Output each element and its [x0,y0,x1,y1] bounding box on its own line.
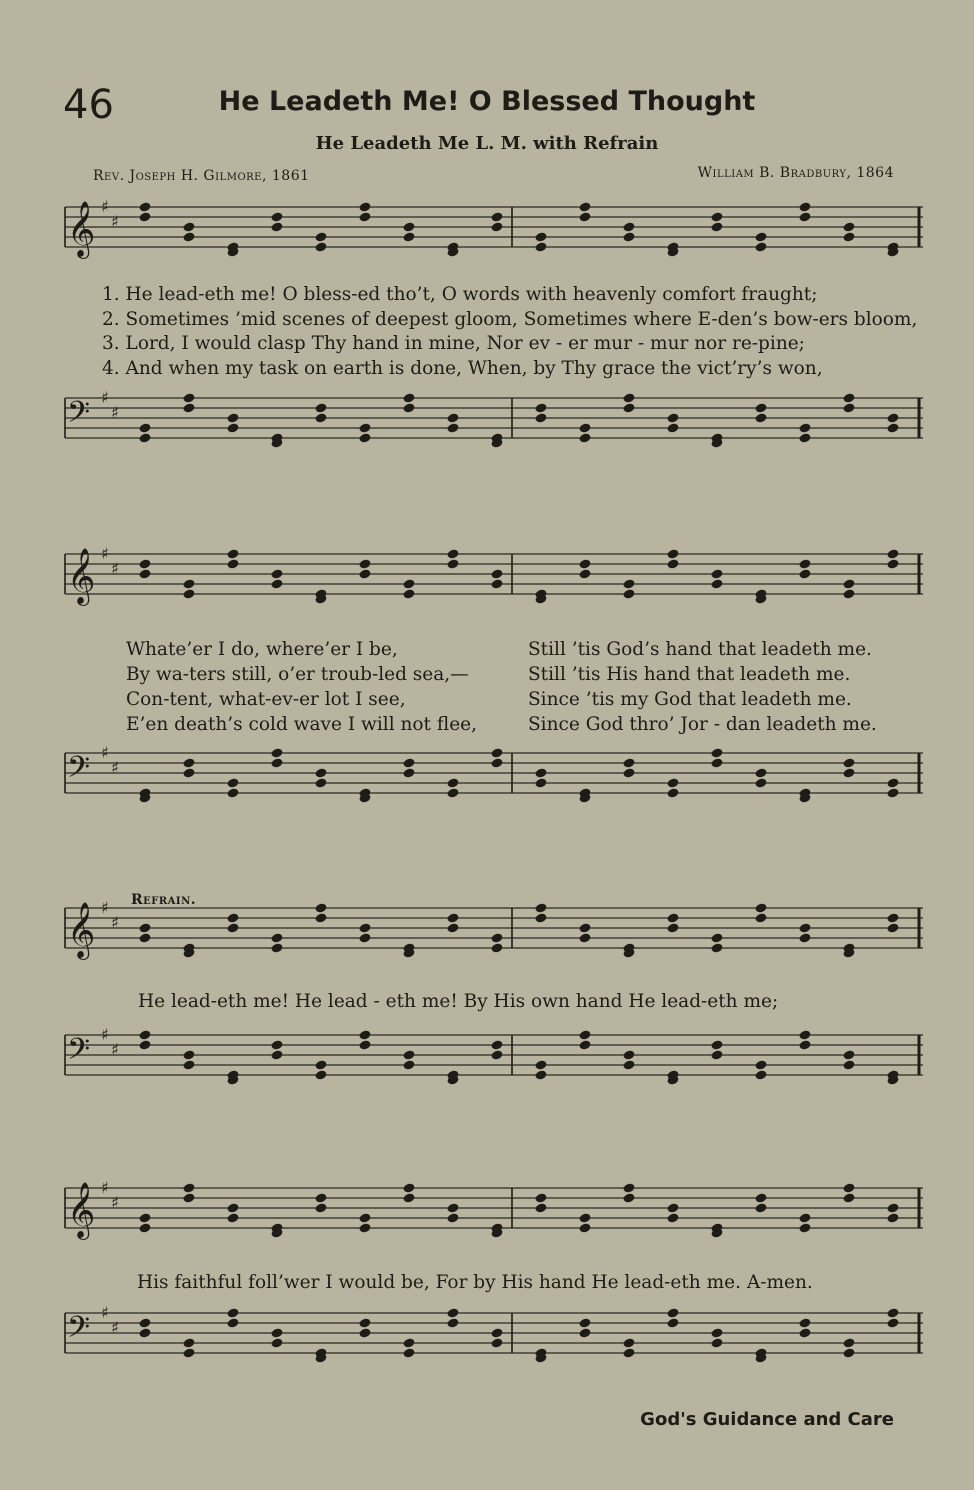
notehead [270,568,283,579]
notehead [666,422,679,433]
notehead [886,1202,899,1213]
notehead [270,942,283,953]
notehead [226,912,239,923]
notehead [842,402,855,413]
notehead [270,1337,283,1348]
notehead [446,1317,459,1328]
notehead [402,231,415,242]
notehead [798,1222,811,1233]
notehead [446,422,459,433]
notehead [754,412,767,423]
notehead [754,1069,767,1080]
notehead [886,1212,899,1223]
staff-lines [65,745,923,835]
notehead [446,777,459,788]
notehead [446,1202,459,1213]
notehead [314,231,327,242]
notehead [798,568,811,579]
sharp-icon: ♯ [111,559,119,578]
sharp-icon: ♯ [101,197,109,216]
notehead [446,548,459,559]
notehead [842,588,855,599]
treble-clef-icon: 𝄞 [67,201,96,257]
notehead [182,1049,195,1060]
notehead [182,1347,195,1358]
notehead [226,1317,239,1328]
notehead [402,757,415,768]
notehead [666,912,679,923]
notehead [490,578,503,589]
notehead [314,402,327,413]
notehead [886,912,899,923]
notehead [358,1327,371,1338]
notehead [314,912,327,923]
notehead [358,1039,371,1050]
notehead [534,402,547,413]
notehead [534,1192,547,1203]
notehead [534,241,547,252]
notehead [490,1039,503,1050]
hymn-title: He Leadeth Me! O Blessed Thought [218,86,756,117]
notehead [798,422,811,433]
notehead [666,1202,679,1213]
bass-clef-icon: 𝄢 [67,751,91,792]
tune-name-meter: He Leadeth Me L. M. with Refrain [315,133,659,154]
notehead [358,422,371,433]
notehead [182,231,195,242]
notehead [314,902,327,913]
notehead [710,221,723,232]
notehead [490,1049,503,1060]
treble-clef-icon: 𝄞 [67,902,96,958]
notehead [754,1202,767,1213]
notehead [182,578,195,589]
notehead [842,392,855,403]
notehead [842,1059,855,1070]
staff-lines [65,199,923,279]
sharp-icon: ♯ [101,1303,109,1322]
notehead [182,1182,195,1193]
notehead [402,1347,415,1358]
notehead [798,1039,811,1050]
sharp-icon: ♯ [101,1178,109,1197]
notehead [798,432,811,443]
notehead [886,548,899,559]
notehead [270,1049,283,1060]
notehead [666,1317,679,1328]
notehead [138,1212,151,1223]
notehead [534,231,547,242]
notehead [666,1212,679,1223]
notehead [622,1337,635,1348]
notehead [798,211,811,222]
notehead [534,902,547,913]
sharp-icon: ♯ [111,758,119,777]
notehead [622,1182,635,1193]
notehead [314,767,327,778]
notehead [666,548,679,559]
notehead [666,777,679,788]
notehead [578,1212,591,1223]
notehead [138,1039,151,1050]
refrain-lyric-line-2: His faithful foll’wer I would be, For by His hand He lead-eth me. A-men. [137,1272,813,1293]
notehead [138,1029,151,1040]
notehead [182,221,195,232]
verse-2-line: 2. Sometimes ’mid scenes of deepest gloom, Sometimes where E-den’s bow-ers bloom, [102,308,918,330]
notehead [446,1307,459,1318]
staff-lines [65,390,923,480]
notehead [754,777,767,788]
composer-credit: William B. Bradbury, 1864 [697,165,894,181]
notehead [270,1327,283,1338]
notehead [446,412,459,423]
notehead [226,1307,239,1318]
sharp-icon: ♯ [101,544,109,563]
bass-clef-icon: 𝄢 [67,396,91,437]
notehead [798,1212,811,1223]
notehead [710,757,723,768]
verse-1-ending: Whate’er I do, where’er I be, Still ’tis God’s hand that leadeth me. [126,639,872,660]
notehead [138,568,151,579]
notehead [182,1192,195,1203]
notehead [490,757,503,768]
notehead [402,1059,415,1070]
staff-lines [65,1180,923,1270]
notehead [886,777,899,788]
notehead [314,1069,327,1080]
notehead [270,1039,283,1050]
notehead [754,912,767,923]
notehead [138,1222,151,1233]
notehead [402,1192,415,1203]
notehead [270,221,283,232]
notehead [358,211,371,222]
notehead [490,747,503,758]
notehead [578,1327,591,1338]
notehead [446,922,459,933]
notehead [182,588,195,599]
treble-staff-system-1 [65,199,923,279]
notehead [182,1059,195,1070]
notehead [534,912,547,923]
notehead [226,787,239,798]
notehead [446,912,459,923]
notehead [358,1029,371,1040]
notehead [842,1347,855,1358]
notehead [622,1192,635,1203]
notehead [710,1049,723,1060]
notehead [578,932,591,943]
notehead [226,922,239,933]
notehead [578,432,591,443]
notehead [182,757,195,768]
notehead [402,402,415,413]
notehead [710,568,723,579]
sharp-icon: ♯ [101,1025,109,1044]
notehead [402,392,415,403]
notehead [622,757,635,768]
notehead [534,1059,547,1070]
notehead [138,1327,151,1338]
notehead [710,932,723,943]
notehead [710,1039,723,1050]
bass-staff-system-3 [65,1027,923,1117]
notehead [798,932,811,943]
notehead [666,922,679,933]
notehead [358,568,371,579]
notehead [578,1029,591,1040]
notehead [402,1049,415,1060]
notehead [798,1029,811,1040]
notehead [798,1327,811,1338]
notehead [798,922,811,933]
notehead [270,211,283,222]
staff-lines [65,900,923,980]
notehead [138,201,151,212]
hymn-number: 46 [63,82,114,128]
notehead [842,1337,855,1348]
notehead [886,922,899,933]
notehead [798,1317,811,1328]
notehead [842,231,855,242]
sharp-icon: ♯ [111,1193,119,1212]
notehead [226,1202,239,1213]
notehead [622,1049,635,1060]
sharp-icon: ♯ [111,1040,119,1059]
notehead [622,402,635,413]
notehead [314,1202,327,1213]
notehead [886,558,899,569]
notehead [622,1059,635,1070]
notehead [138,422,151,433]
verse-endings-block [126,637,877,737]
verse-3-ending: Con-tent, what-ev-er lot I see, Since ’tis my God that leadeth me. [126,689,852,710]
notehead [138,432,151,443]
notehead [314,777,327,788]
verse-2-ending: By wa-ters still, o’er troub-led sea,— Still ’tis His hand that leadeth me. [126,664,851,685]
notehead [490,221,503,232]
notehead [578,211,591,222]
notehead [578,558,591,569]
notehead [754,902,767,913]
sharp-icon: ♯ [101,743,109,762]
notehead [226,1212,239,1223]
verse-3-line: 3. Lord, I would clasp Thy hand in mine, Nor ev - er mur - mur nor re-pine; [102,333,805,355]
notehead [182,767,195,778]
notehead [578,1039,591,1050]
notehead [798,201,811,212]
notehead [358,1317,371,1328]
notehead [270,578,283,589]
sharp-icon: ♯ [111,403,119,422]
bass-clef-icon: 𝄢 [67,1311,91,1352]
refrain-label: Refrain. [131,892,197,908]
notehead [182,1337,195,1348]
sharp-icon: ♯ [101,388,109,407]
verse-4-ending: E’en death’s cold wave I will not flee, Since God thro’ Jor - dan leadeth me. [126,714,877,735]
notehead [358,1212,371,1223]
notehead [622,578,635,589]
notehead [226,412,239,423]
verse-4-line: 4. And when my task on earth is done, When, by Thy grace the vict’ry’s won, [102,358,823,380]
notehead [490,1337,503,1348]
verse-lyrics-block [102,283,932,382]
verse-1-line: 1. He lead-eth me! O bless-ed tho’t, O words with heavenly comfort fraught; [102,284,818,305]
notehead [578,1222,591,1233]
notehead [886,412,899,423]
notehead [842,1182,855,1193]
notehead [666,558,679,569]
treble-staff-system-2 [65,546,923,636]
notehead [534,1069,547,1080]
notehead [578,922,591,933]
notehead [754,1059,767,1070]
notehead [622,392,635,403]
notehead [226,422,239,433]
notehead [886,1317,899,1328]
sharp-icon: ♯ [111,1318,119,1337]
notehead [622,767,635,778]
sharp-icon: ♯ [101,898,109,917]
notehead [490,1327,503,1338]
notehead [622,231,635,242]
notehead [138,932,151,943]
treble-clef-icon: 𝄞 [67,548,96,604]
notehead [138,922,151,933]
notehead [490,942,503,953]
treble-staff-system-3 [65,900,923,980]
notehead [578,568,591,579]
notehead [314,1059,327,1070]
refrain-lyric-line-1: He lead-eth me! He lead - eth me! By His own hand He lead-eth me; [138,991,779,1012]
notehead [578,1317,591,1328]
staff-lines [65,546,923,636]
notehead [314,1192,327,1203]
topic-heading: God's Guidance and Care [640,1409,894,1430]
notehead [798,558,811,569]
notehead [402,1337,415,1348]
notehead [534,777,547,788]
notehead [402,578,415,589]
notehead [710,942,723,953]
notehead [842,1049,855,1060]
notehead [842,1192,855,1203]
notehead [622,588,635,599]
notehead [710,1327,723,1338]
sharp-icon: ♯ [111,913,119,932]
notehead [842,767,855,778]
notehead [402,221,415,232]
notehead [182,392,195,403]
notehead [358,922,371,933]
notehead [622,221,635,232]
notehead [754,1192,767,1203]
notehead [886,1307,899,1318]
notehead [490,568,503,579]
notehead [226,558,239,569]
notehead [358,558,371,569]
notehead [446,1212,459,1223]
notehead [578,422,591,433]
staff-lines [65,1305,923,1395]
notehead [270,932,283,943]
bass-staff-system-4 [65,1305,923,1395]
notehead [754,241,767,252]
notehead [710,747,723,758]
notehead [270,747,283,758]
notehead [490,211,503,222]
notehead [710,578,723,589]
bass-clef-icon: 𝄢 [67,1033,91,1074]
notehead [358,932,371,943]
notehead [138,211,151,222]
staff-lines [65,1027,923,1117]
notehead [622,1347,635,1358]
notehead [842,757,855,768]
sharp-icon: ♯ [111,212,119,231]
notehead [754,767,767,778]
notehead [138,558,151,569]
notehead [534,412,547,423]
notehead [446,787,459,798]
notehead [402,1182,415,1193]
notehead [754,231,767,242]
notehead [666,787,679,798]
notehead [226,548,239,559]
notehead [534,1202,547,1213]
treble-clef-icon: 𝄞 [67,1182,96,1238]
notehead [886,787,899,798]
notehead [138,1317,151,1328]
notehead [578,201,591,212]
notehead [886,422,899,433]
bass-staff-system-2 [65,745,923,835]
notehead [842,578,855,589]
notehead [666,412,679,423]
notehead [710,1337,723,1348]
notehead [402,588,415,599]
notehead [358,1222,371,1233]
notehead [446,558,459,569]
notehead [490,932,503,943]
bass-staff-system-1 [65,390,923,480]
notehead [754,402,767,413]
notehead [314,241,327,252]
notehead [666,1307,679,1318]
notehead [710,211,723,222]
notehead [226,777,239,788]
notehead [270,757,283,768]
notehead [402,767,415,778]
notehead [358,201,371,212]
notehead [314,412,327,423]
notehead [534,767,547,778]
treble-staff-system-4 [65,1180,923,1270]
notehead [182,402,195,413]
notehead [358,432,371,443]
notehead [842,221,855,232]
author-credit: Rev. Joseph H. Gilmore, 1861 [93,168,310,184]
